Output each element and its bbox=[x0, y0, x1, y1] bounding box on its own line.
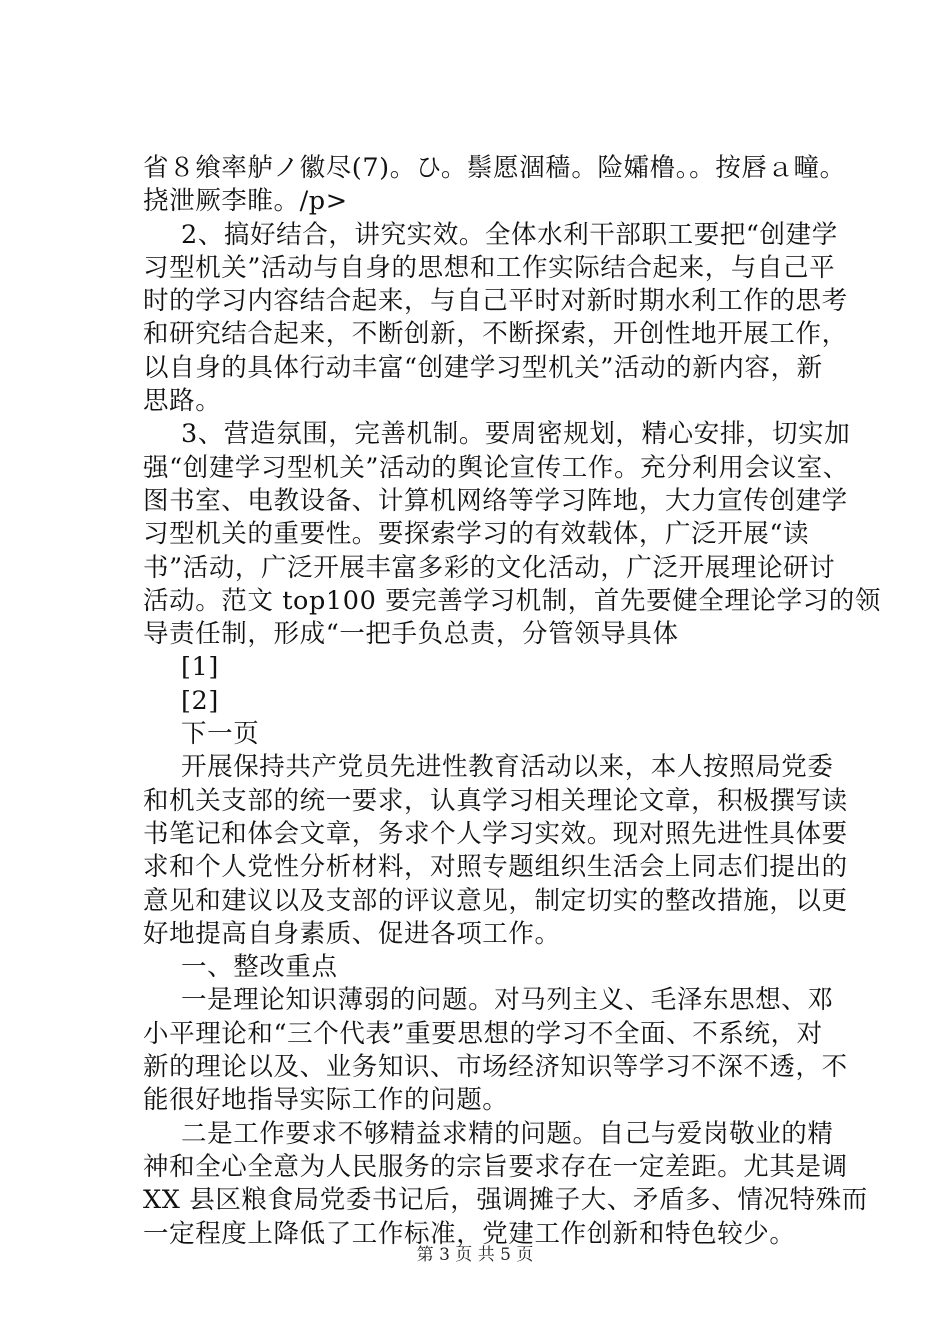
text-line: 挠泄厥李睢。/p> bbox=[143, 186, 348, 217]
text-line: 书”活动，广泛开展丰富多彩的文化活动，广泛开展理论研讨 bbox=[143, 552, 836, 583]
text-line: 习型机关的重要性。要探索学习的有效载体，广泛开展“读 bbox=[143, 519, 810, 550]
page-number: 第 3 页 共 5 页 bbox=[416, 1245, 534, 1265]
text-line: 好地提高自身素质、促进各项工作。 bbox=[143, 918, 561, 949]
text-line: [2] bbox=[181, 685, 219, 716]
text-line: 3、营造氛围，完善机制。要周密规划，精心安排，切实加 bbox=[181, 419, 851, 450]
text-line: 思路。 bbox=[143, 386, 222, 417]
text-line: 一是理论知识薄弱的问题。对马列主义、毛泽东思想、邓 bbox=[181, 985, 834, 1016]
text-line: 和研究结合起来，不断创新，不断探索，开创性地开展工作， bbox=[143, 319, 848, 350]
text-line: 以自身的具体行动丰富“创建学习型机关”活动的新内容，新 bbox=[143, 352, 823, 383]
text-line: 小平理论和“三个代表”重要思想的学习不全面、不系统，对 bbox=[143, 1018, 823, 1049]
text-line: 开展保持共产党员先进性教育活动以来，本人按照局党委 bbox=[181, 752, 834, 783]
text-line: 习型机关”活动与自身的思想和工作实际结合起来，与自己平 bbox=[143, 252, 836, 283]
page-footer bbox=[0, 1240, 950, 1265]
text-line: 能很好地指导实际工作的问题。 bbox=[143, 1085, 509, 1116]
text-line: 时的学习内容结合起来，与自己平时对新时期水利工作的思考 bbox=[143, 286, 848, 317]
text-line: 一、整改重点 bbox=[181, 952, 338, 983]
text-line: 2、搞好结合，讲究实效。全体水利干部职工要把“创建学 bbox=[181, 219, 838, 250]
text-line: 和机关支部的统一要求，认真学习相关理论文章，积极撰写读 bbox=[143, 785, 848, 816]
text-line: 一定程度上降低了工作标准，党建工作创新和特色较少。 bbox=[143, 1218, 796, 1249]
text-line: 活动。范文 top100 要完善学习机制，首先要健全理论学习的领 bbox=[143, 585, 882, 616]
text-line: 求和个人党性分析材料，对照专题组织生活会上同志们提出的 bbox=[143, 852, 848, 883]
text-line: 省８飨率舻ノ徽尽(7)。ひ。鬃愿涸穑。险孀橹。。按唇ａ疃。 bbox=[143, 153, 846, 183]
text-line: 图书室、电教设备、计算机网络等学习阵地，大力宣传创建学 bbox=[143, 485, 848, 516]
text-line: 强“创建学习型机关”活动的舆论宣传工作。充分利用会议室、 bbox=[143, 452, 849, 483]
text-line: [1] bbox=[181, 652, 219, 683]
text-line: 书笔记和体会文章，务求个人学习实效。现对照先进性具体要 bbox=[143, 818, 848, 849]
text-line: 新的理论以及、业务知识、市场经济知识等学习不深不透，不 bbox=[143, 1052, 848, 1083]
text-line: 意见和建议以及支部的评议意见，制定切实的整改措施，以更 bbox=[143, 885, 848, 916]
text-line: XX 县区粮食局党委书记后，强调摊子大、矛盾多、情况特殊而 bbox=[143, 1185, 868, 1216]
text-line: 导责任制，形成“一把手负总责，分管领导具体 bbox=[143, 619, 679, 650]
text-line: 神和全心全意为人民服务的宗旨要求存在一定差距。尤其是调 bbox=[143, 1151, 848, 1182]
text-line: 下一页 bbox=[181, 719, 260, 750]
document-body bbox=[143, 152, 882, 1251]
text-line: 二是工作要求不够精益求精的问题。自己与爱岗敬业的精 bbox=[181, 1118, 834, 1149]
